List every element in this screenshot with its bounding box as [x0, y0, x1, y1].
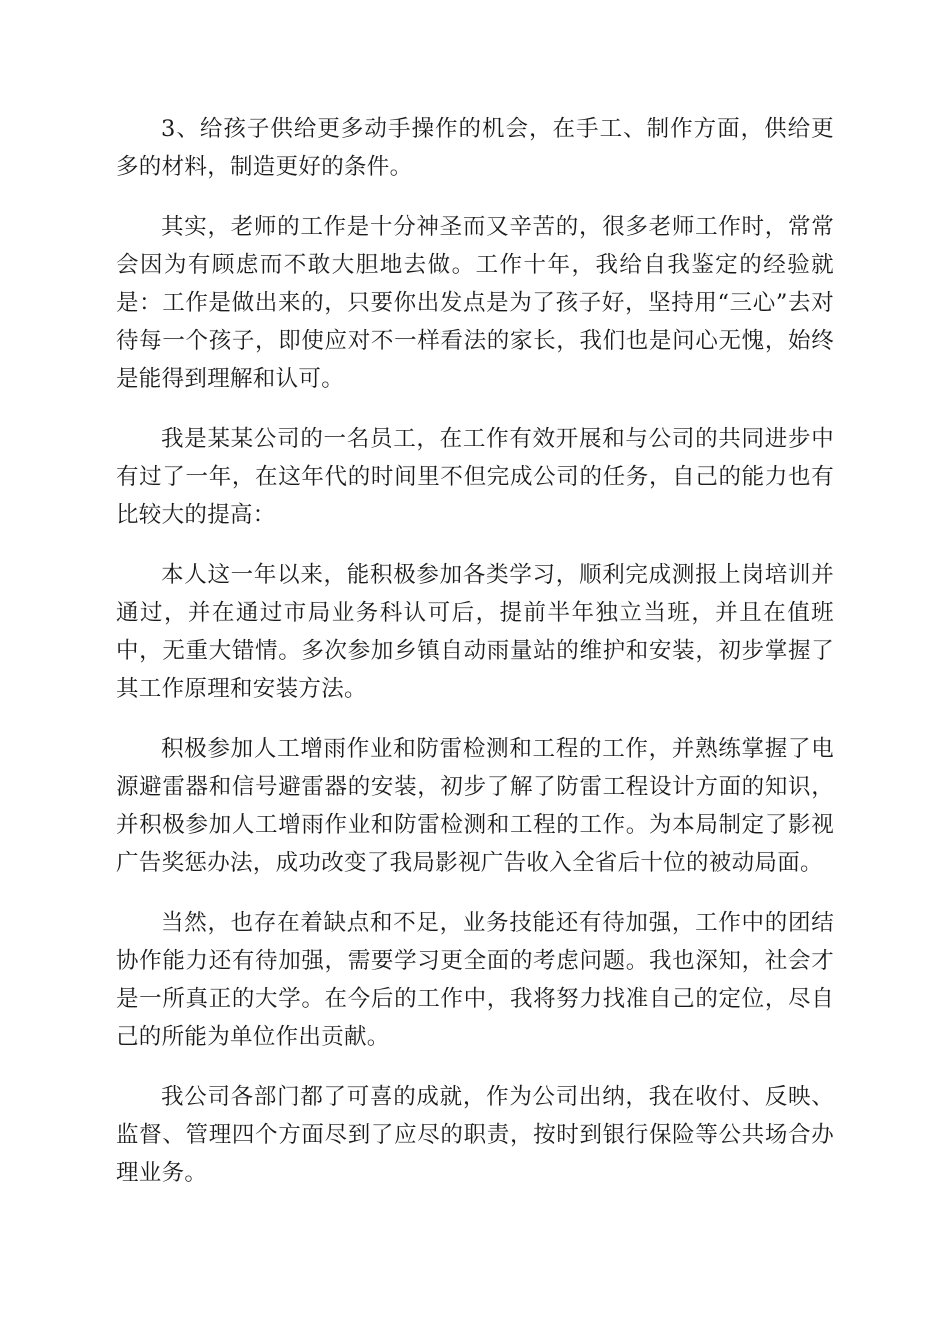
paragraph-3: 我是某某公司的一名员工，在工作有效开展和与公司的共同进步中有过了一年，在这年代的时间里不但完成公司的任务，自己的能力也有比较大的提高： — [116, 426, 834, 528]
paragraph-7: 我公司各部门都了可喜的成就，作为公司出纳，我在收付、反映、监督、管理四个方面尽到了应尽的职责，按时到银行保险等公共场合办理业务。 — [116, 1084, 834, 1186]
paragraph-4: 本人这一年以来，能积极参加各类学习，顺利完成测报上岗培训并通过，并在通过市局业务科认可后，提前半年独立当班，并且在值班中，无重大错情。多次参加乡镇自动雨量站的维护和安装，初步掌握了其工作原理和安装方法。 — [116, 562, 834, 702]
paragraph-5: 积极参加人工增雨作业和防雷检测和工程的工作，并熟练掌握了电源避雷器和信号避雷器的安装，初步了解了防雷工程设计方面的知识，并积极参加人工增雨作业和防雷检测和工程的工作。为本局制定了影视广告奖惩办法，成功改变了我局影视广告收入全省后十位的被动局面。 — [116, 736, 834, 876]
paragraph-2: 其实，老师的工作是十分神圣而又辛苦的，很多老师工作时，常常会因为有顾虑而不敢大胆地去做。工作十年，我给自我鉴定的经验就是：工作是做出来的，只要你出发点是为了孩子好，坚持用“三心”去对待每一个孩子，即使应对不一样看法的家长，我们也是问心无愧，始终是能得到理解和认可。 — [116, 214, 834, 392]
document-body — [116, 110, 834, 1214]
paragraph-1: 3、给孩子供给更多动手操作的机会，在手工、制作方面，供给更多的材料，制造更好的条件。 — [116, 116, 834, 180]
paragraph-6: 当然，也存在着缺点和不足，业务技能还有待加强，工作中的团结协作能力还有待加强，需要学习更全面的考虑问题。我也深知，社会才是一所真正的大学。在今后的工作中，我将努力找准自己的定位，尽自己的所能为单位作出贡献。 — [116, 910, 834, 1050]
